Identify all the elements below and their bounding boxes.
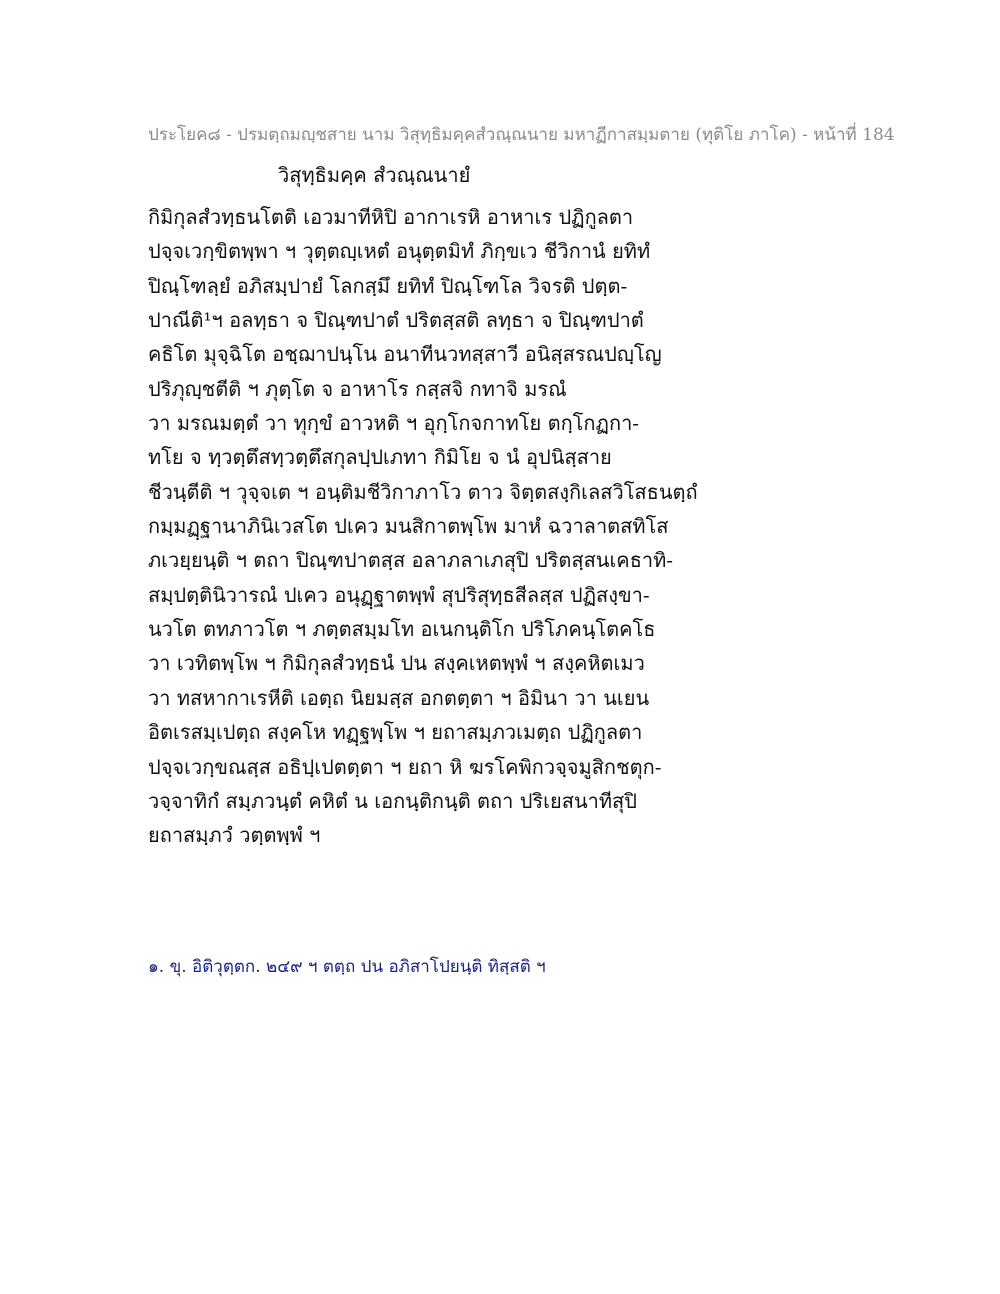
text-line: ปจฺจเวกฺขณสฺส อธิปฺเปตตฺตา ฯ ยถา หิ ฆรโคพิกวจฺจมูสิกชตุก- xyxy=(148,754,662,779)
text-line: วา เวทิตพฺโพ ฯ กิมิกุลสํวทฺธนํ ปน สงฺคเหตพฺพํ ฯ สงฺคหิตเมว xyxy=(148,651,645,676)
text-line: ชีวนฺตีติ ฯ วุจฺจเต ฯ อนฺติมชีวิกาภาโว ตาว จิตฺตสงฺกิเลสวิโสธนตฺถํ xyxy=(148,479,698,504)
text-line: ภเวยฺยนฺติ ฯ ตถา ปิณฺฑปาตสฺส อลาภลาเภสุปิ ปริตสฺสนเคธาทิ- xyxy=(148,548,674,573)
text-line: นวโต ตทภาวโต ฯ ภตฺตสมฺมโท อเนกนฺติโก ปริโภคนฺโตคโธ xyxy=(148,617,656,642)
text-line: กมฺมฏฺฐานาภินิเวสโต ปเคว มนสิกาตพฺโพ มาหํ ฉวาลาตสทิโส xyxy=(148,514,669,539)
text-line: ปริภุญฺชตีติ ฯ ภุตฺโต จ อาหาโร กสฺสจิ กทาจิ มรณํ xyxy=(148,376,567,401)
text-line: วา ทสหากาเรหีติ เอตฺถ นิยมสฺส อกตตฺตา ฯ อิมินา วา นเยน xyxy=(148,685,650,710)
text-line: วจฺจาทิกํ สมฺภวนฺตํ คหิตํ น เอกนฺติกนฺติ ตถา ปริเยสนาทีสุปิ xyxy=(148,788,637,813)
text-line: ปิณฺโฑลฺยํ อภิสมฺปายํ โลกสฺมึ ยทิทํ ปิณฺโฑโล วิจรติ ปตฺต- xyxy=(148,273,628,298)
text-line: ทโย จ ทฺวตฺตึสทฺวตฺตึสกุลปฺปเภทา กิมิโย จ นํ อุปนิสฺสาย xyxy=(148,445,612,470)
text-line: วา มรณมตฺตํ วา ทุกฺขํ อาวหติ ฯ อุกฺโกจกาทโย ตกฺโกฏกา- xyxy=(148,411,640,436)
text-line: ยถาสมฺภวํ วตฺตพฺพํ ฯ xyxy=(148,823,321,848)
page-header: ประโยค๘ - ปรมตฺถมญฺชสาย นาม วิสุทฺธิมคฺคสํวณฺณนาย มหาฏีกาสมฺมตาย (ทุติโย ภาโค) - หน้าที่ 184 xyxy=(148,125,895,145)
text-line: กิมิกุลสํวทฺธนโตติ เอวมาทีหิปิ อากาเรหิ อาหาเร ปฏิกูลตา xyxy=(148,205,634,229)
text-line: สมฺปตฺตินิวารณํ ปเคว อนุฏฺฐาตพฺพํ สุปริสุทฺธสีลสฺส ปฏิสงฺขา- xyxy=(148,582,650,607)
section-title: วิสุทฺธิมคฺค สํวณฺณนายํ xyxy=(278,163,471,187)
body-text xyxy=(148,200,708,853)
text-line: คธิโต มุจฺฉิโต อชฺฌาปนฺโน อนาทีนวทสฺสาวี อนิสฺสรณปญฺโญ xyxy=(148,342,662,367)
text-line: อิตเรสมฺเปตฺถ สงฺคโห ทฏฺฐพฺโพ ฯ ยถาสมฺภวเมตฺถ ปฏิกูลตา xyxy=(148,720,643,745)
text-line: ปจฺจเวกฺขิตพฺพา ฯ วุตฺตญฺเหตํ อนุตฺตมิทํ ภิกฺขเว ชีวิกานํ ยทิทํ xyxy=(148,239,651,264)
footnote: ๑. ขุ. อิติวุตฺตก. ๒๔๙ ฯ ตตฺถ ปน อภิสาโปยนฺติ ทิสฺสติ ฯ xyxy=(148,957,546,977)
text-line: ปาณีติ¹ฯ อลทฺธา จ ปิณฺฑปาตํ ปริตสฺสติ ลทฺธา จ ปิณฺฑปาตํ xyxy=(148,308,644,333)
